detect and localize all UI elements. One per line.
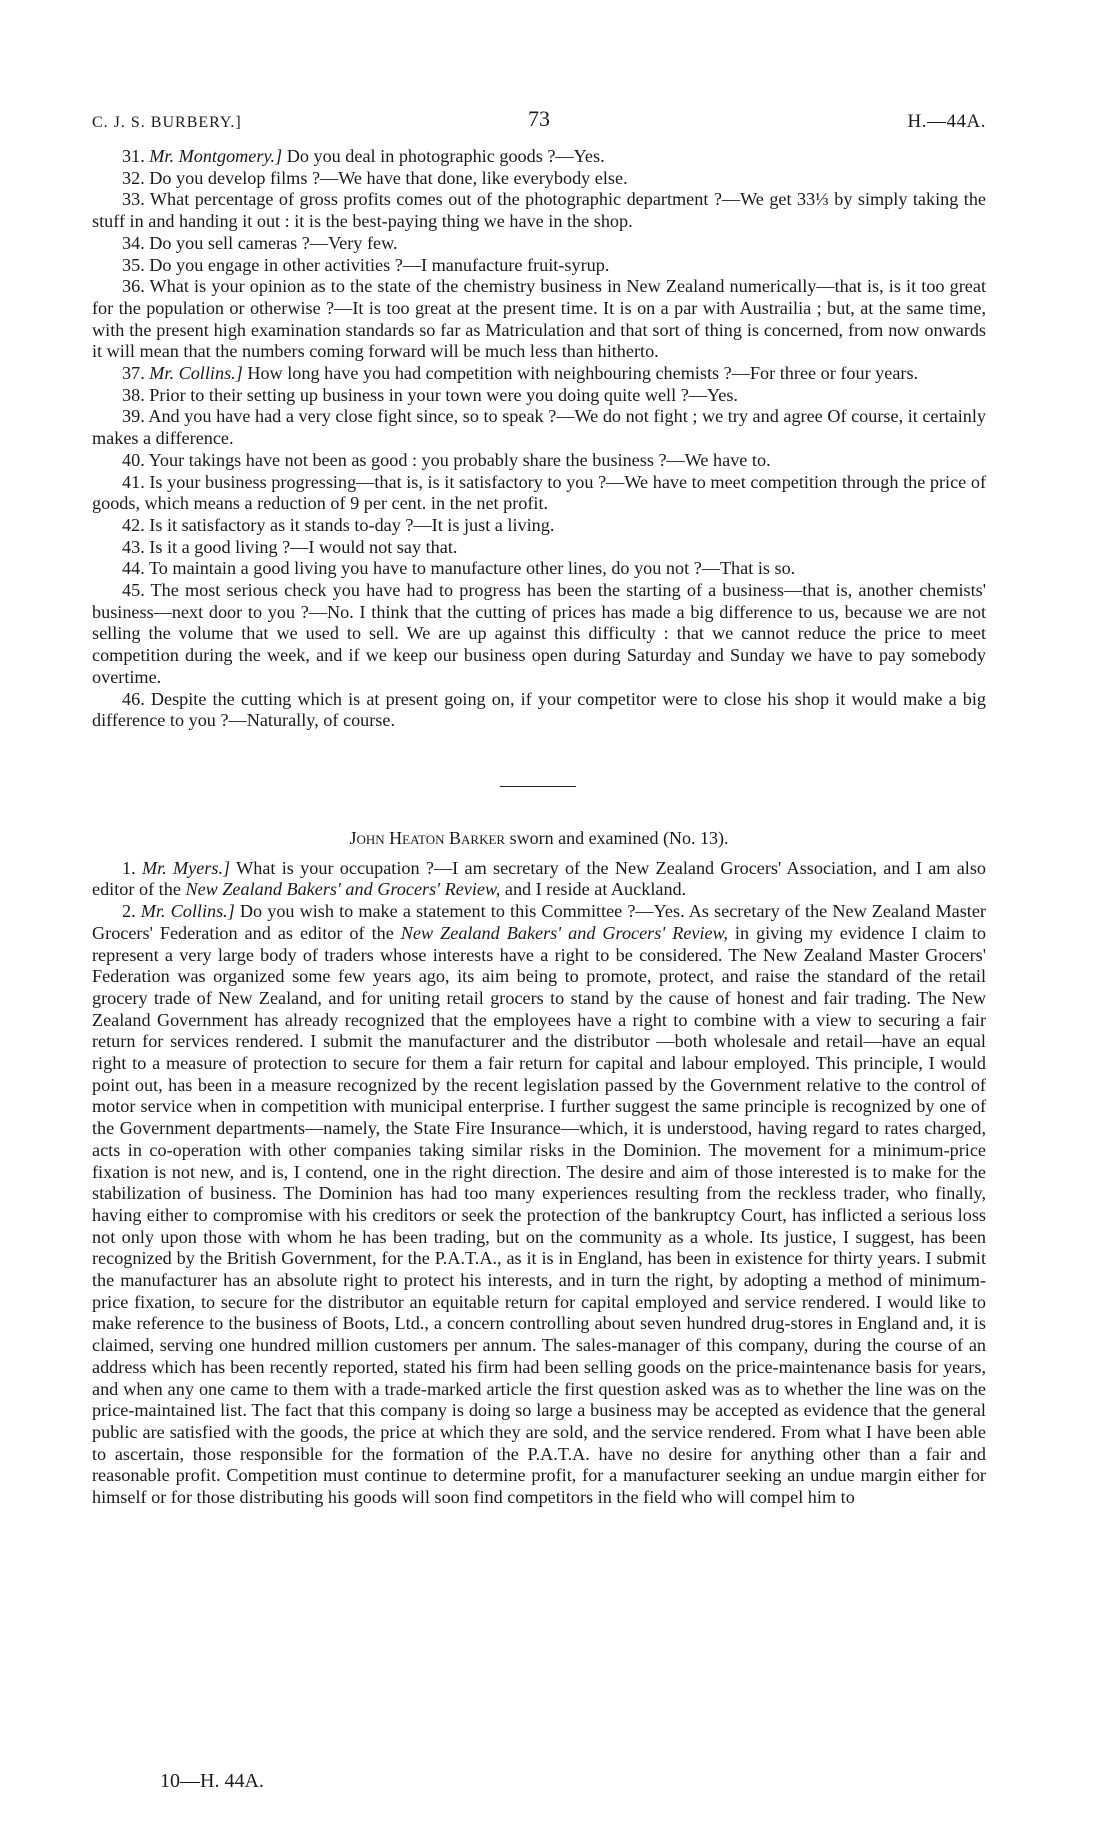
page-footer: 10—H. 44A.: [160, 1770, 264, 1792]
publication-title: New Zealand Bakers' and Grocers' Review,: [185, 879, 501, 900]
page-number: 73: [528, 106, 550, 131]
section-break: [92, 732, 986, 828]
barker-evidence: [92, 858, 986, 1509]
qa-paragraph: [92, 255, 986, 277]
qa-paragraph: [92, 233, 986, 255]
question-number: 43.: [122, 536, 145, 557]
evidence-text: Do you wish to make a statement to this Committee ?—Yes. As secretary of the New Zealand Master Grocers' Federation and as editor of the: [92, 901, 986, 943]
qa-text: What is your opinion as to the state of the chemistry business in New Zealand numerically—that is, is it too great for the population or otherwise ?—It is too great at the present time. It is on a par with Austrailia ; but, at the same time, with the present high examination standards so far as Matriculation and that sort of thing is concerned, from now onwards it will mean that the numbers coming forward will be much less than hitherto.: [92, 276, 987, 362]
question-number: 44.: [122, 558, 145, 579]
qa-text: Do you develop films ?—We have that done, like everybody else.: [149, 167, 628, 188]
qa-text: Prior to their setting up business in your town were you doing quite well ?—Yes.: [149, 384, 738, 405]
qa-text: Is it a good living ?—I would not say that.: [149, 536, 458, 557]
question-number: 40.: [122, 449, 145, 470]
qa-text: How long have you had competition with neighbouring chemists ?—For three or four years.: [242, 363, 919, 384]
evidence-text: What is your occupation ?—I am secretary of the New Zealand Grocers' Association, and I am also editor of the: [92, 857, 987, 900]
evidence-paragraph: [92, 858, 986, 901]
qa-text: What percentage of gross profits comes out of the photographic department ?—We get 33⅓ by simply taking the stuff in and handing it out : it is the best-paying thing we have in the shop.: [92, 189, 986, 232]
question-number: 34.: [122, 232, 145, 253]
qa-text: And you have had a very close fight since, so to speak ?—We do not fight ; we try and agree Of course, it certainly makes a difference.: [92, 406, 986, 449]
evidence-text: and I reside at Auckland.: [500, 879, 687, 900]
question-number: 33.: [122, 189, 145, 210]
qa-text: Despite the cutting which is at present going on, if your competitor were to close his shop it would make a big difference to you ?—Naturally, of course.: [92, 688, 987, 731]
evidence-text: in giving my evidence I claim to represent a very large body of traders whose interests have a right to be considered. The New Zealand Master Grocers' Federation was organized some few years ago, its aim being to promote, protect, and raise the standard of the retail grocery trade of New Zealand, and for uniting retail grocers to stand by the cause of honest and fair trading. The New Zealand Government has already recognized that the employees have a right to combine with a view to securing a fair return for services rendered. I submit the manufacturer and the distributor —both wholesale and retail—have an equal right to a measure of protection to secure for them a fair return for capital and labour employed. This principle, I would point out, has been in a measure recognized by the recent legislation passed by the Government relative to the control of motor service when in competition with municipal enterprise. I further suggest the same principle is recognized by one of the Government departments—namely, the State Fire Insurance—which, it is understood, having regard to rates charged, acts in co-operation with other companies taking similar risks in the Dominion. The movement for a minimum-price fixation is not new, and is, I contend, one in the right direction. The desire and aim of those interested is to make for the stabilization of business. The Dominion has had too many experiences resulting from the reckless trader, who finally, having either to compromise with his creditors or seek the protection of the bankruptcy Court, has inflicted a serious loss not only upon those with whom he has been trading, but on the community as a whole. Its justice, I suggest, has been recognized by the British Government, for the P.A.T.A., as it is in England, has been in existence for thirty years. I submit the manufacturer has an absolute right to protect his interests, and in turn the right, by adopting a method of minimum-price fixation, to secure for the distributor an equitable return for capital employed and service rendered. I would like to make reference to the business of Boots, Ltd., a concern controlling about seven hundred drug-stores in England and, it is claimed, serving one hundred million customers per annum. The sales-manager of this company, during the course of an address which has been recently reported, stated his firm had been selling goods on the price-maintenance basis for years, and when any one came to them with a trade-marked article the first question asked was as to whether the line was on the price-maintained list. The fact that this company is doing so large a business may be accepted as evidence that the general public are satisfied with the goods, the price at which they are sold, and the service rendered. From what I have been able to ascertain, those responsible for the formation of the P.A.T.A. have no desire for anything other than a fair and reasonable profit. Competition must continue to determine profit, for a manufacturer seeking an undue margin either for himself or for those distributing his goods will soon find competitors in the field who will compel him to: [92, 922, 986, 1508]
qa-list: [92, 146, 986, 732]
qa-text: Do you engage in other activities ?—I manufacture fruit-syrup.: [149, 254, 610, 275]
question-number: 46.: [122, 688, 145, 709]
qa-text: The most serious check you have had to progress has been the starting of a business—that is, another chemists' business—next door to you ?—No. I think that the cutting of prices has made a big difference to us, because we are not selling the volume that we used to sell. We are up against this difficulty : that we cannot reduce the price to meet competition during the week, and if we keep our business open during Saturday and Sunday we have to pay somebody overtime.: [92, 580, 987, 687]
qa-paragraph: [92, 276, 986, 363]
speaker: Mr. Myers.]: [141, 857, 231, 878]
qa-paragraph: [92, 363, 986, 385]
divider-rule: [500, 786, 576, 787]
evidence-paragraph: [92, 901, 986, 1509]
question-number: 37.: [122, 363, 145, 384]
qa-paragraph: [92, 189, 986, 232]
qa-text: Your takings have not been as good : you probably share the business ?—We have to.: [148, 449, 771, 470]
question-number: 36.: [122, 276, 145, 297]
qa-text: Do you deal in photographic goods ?—Yes.: [282, 146, 605, 166]
qa-paragraph: [92, 689, 986, 732]
page-header: [92, 108, 986, 136]
question-number: 1.: [122, 857, 136, 878]
qa-paragraph: [92, 558, 986, 580]
qa-text: To maintain a good living you have to manufacture other lines, do you not ?—That is so.: [148, 558, 796, 579]
qa-text: Is it satisfactory as it stands to-day ?—It is just a living.: [149, 514, 555, 535]
speaker: Mr. Collins.]: [149, 363, 243, 384]
document-page: [92, 108, 986, 1509]
qa-paragraph: [92, 537, 986, 559]
speaker: Mr. Collins.]: [140, 901, 235, 922]
question-number: 41.: [122, 471, 145, 492]
qa-text: Is your business progressing—that is, is it satisfactory to you ?—We have to meet competition through the price of goods, which means a reduction of 9 per cent. in the net profit.: [92, 471, 987, 514]
qa-paragraph: [92, 385, 986, 407]
section-heading: [92, 828, 986, 850]
question-number: 2.: [122, 901, 136, 922]
question-number: 45.: [122, 580, 145, 601]
paper-reference: H.—44A.: [907, 111, 986, 132]
speaker: Mr. Montgomery.]: [149, 146, 283, 166]
qa-paragraph: [92, 580, 986, 689]
publication-title: New Zealand Bakers' and Grocers' Review,: [400, 922, 728, 943]
question-number: 38.: [122, 384, 145, 405]
question-number: 39.: [122, 406, 145, 427]
qa-text: Do you sell cameras ?—Very few.: [149, 232, 398, 253]
qa-paragraph: [92, 406, 986, 449]
qa-paragraph: [92, 450, 986, 472]
qa-paragraph: [92, 168, 986, 190]
qa-paragraph: [92, 515, 986, 537]
qa-paragraph: [92, 146, 986, 168]
qa-paragraph: [92, 472, 986, 515]
question-number: 35.: [122, 254, 145, 275]
witness-name: John Heaton Barker: [349, 827, 506, 848]
heading-rest: sworn and examined (No. 13).: [505, 827, 729, 848]
header-witness: C. J. S. BURBERY.]: [92, 114, 242, 131]
question-number: 31.: [122, 146, 145, 166]
question-number: 32.: [122, 167, 145, 188]
question-number: 42.: [122, 514, 145, 535]
